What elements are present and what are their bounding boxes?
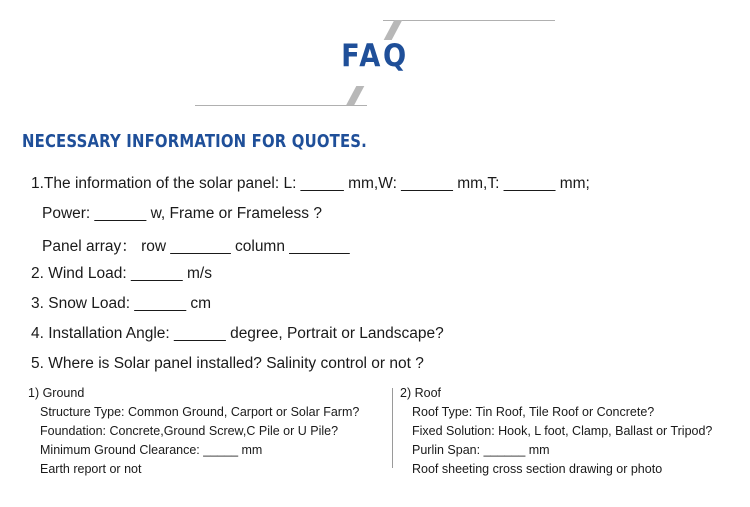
roof-column (400, 384, 712, 479)
header-top-rule (383, 20, 555, 21)
ground-clearance: Minimum Ground Clearance: _____ mm (40, 443, 263, 457)
question-installation-location: 5. Where is Solar panel installed? Salinity control or not ? (31, 355, 424, 372)
roof-type: Roof Type: Tin Roof, Tile Roof or Concrete? (412, 405, 655, 419)
header-slash-bottom (346, 86, 365, 106)
question-snow-load: 3. Snow Load: ______ cm (31, 295, 212, 312)
ground-structure-type: Structure Type: Common Ground, Carport or Solar Farm? (40, 405, 360, 419)
question-installation-angle: 4. Installation Angle: ______ degree, Portrait or Landscape? (31, 325, 444, 342)
question-panel-array: Panel array： row _______ column _______ (42, 238, 350, 255)
section-heading: NECESSARY INFORMATION FOR QUOTES. (22, 132, 368, 152)
question-power: Power: ______ w, Frame or Frameless ? (42, 205, 322, 222)
ground-column (28, 384, 359, 479)
ground-earth-report: Earth report or not (40, 462, 142, 476)
roof-purlin-span: Purlin Span: ______ mm (412, 443, 550, 457)
header-slash-top (384, 20, 403, 40)
question-solar-panel-dimensions: 1.The information of the solar panel: L: _____ mm,W: ______ mm,T: ______ mm; (31, 175, 590, 192)
roof-title: 2) Roof (400, 386, 441, 400)
question-wind-load: 2. Wind Load: ______ m/s (31, 265, 212, 282)
ground-title: 1) Ground (28, 386, 85, 400)
ground-foundation: Foundation: Concrete,Ground Screw,C Pile or U Pile? (40, 424, 339, 438)
roof-fixed-solution: Fixed Solution: Hook, L foot, Clamp, Ballast or Tripod? (412, 424, 713, 438)
header-bottom-rule (195, 105, 367, 106)
column-divider (392, 388, 393, 468)
roof-sheeting-drawing: Roof sheeting cross section drawing or photo (412, 462, 663, 476)
page-title: FAQ (341, 38, 409, 74)
